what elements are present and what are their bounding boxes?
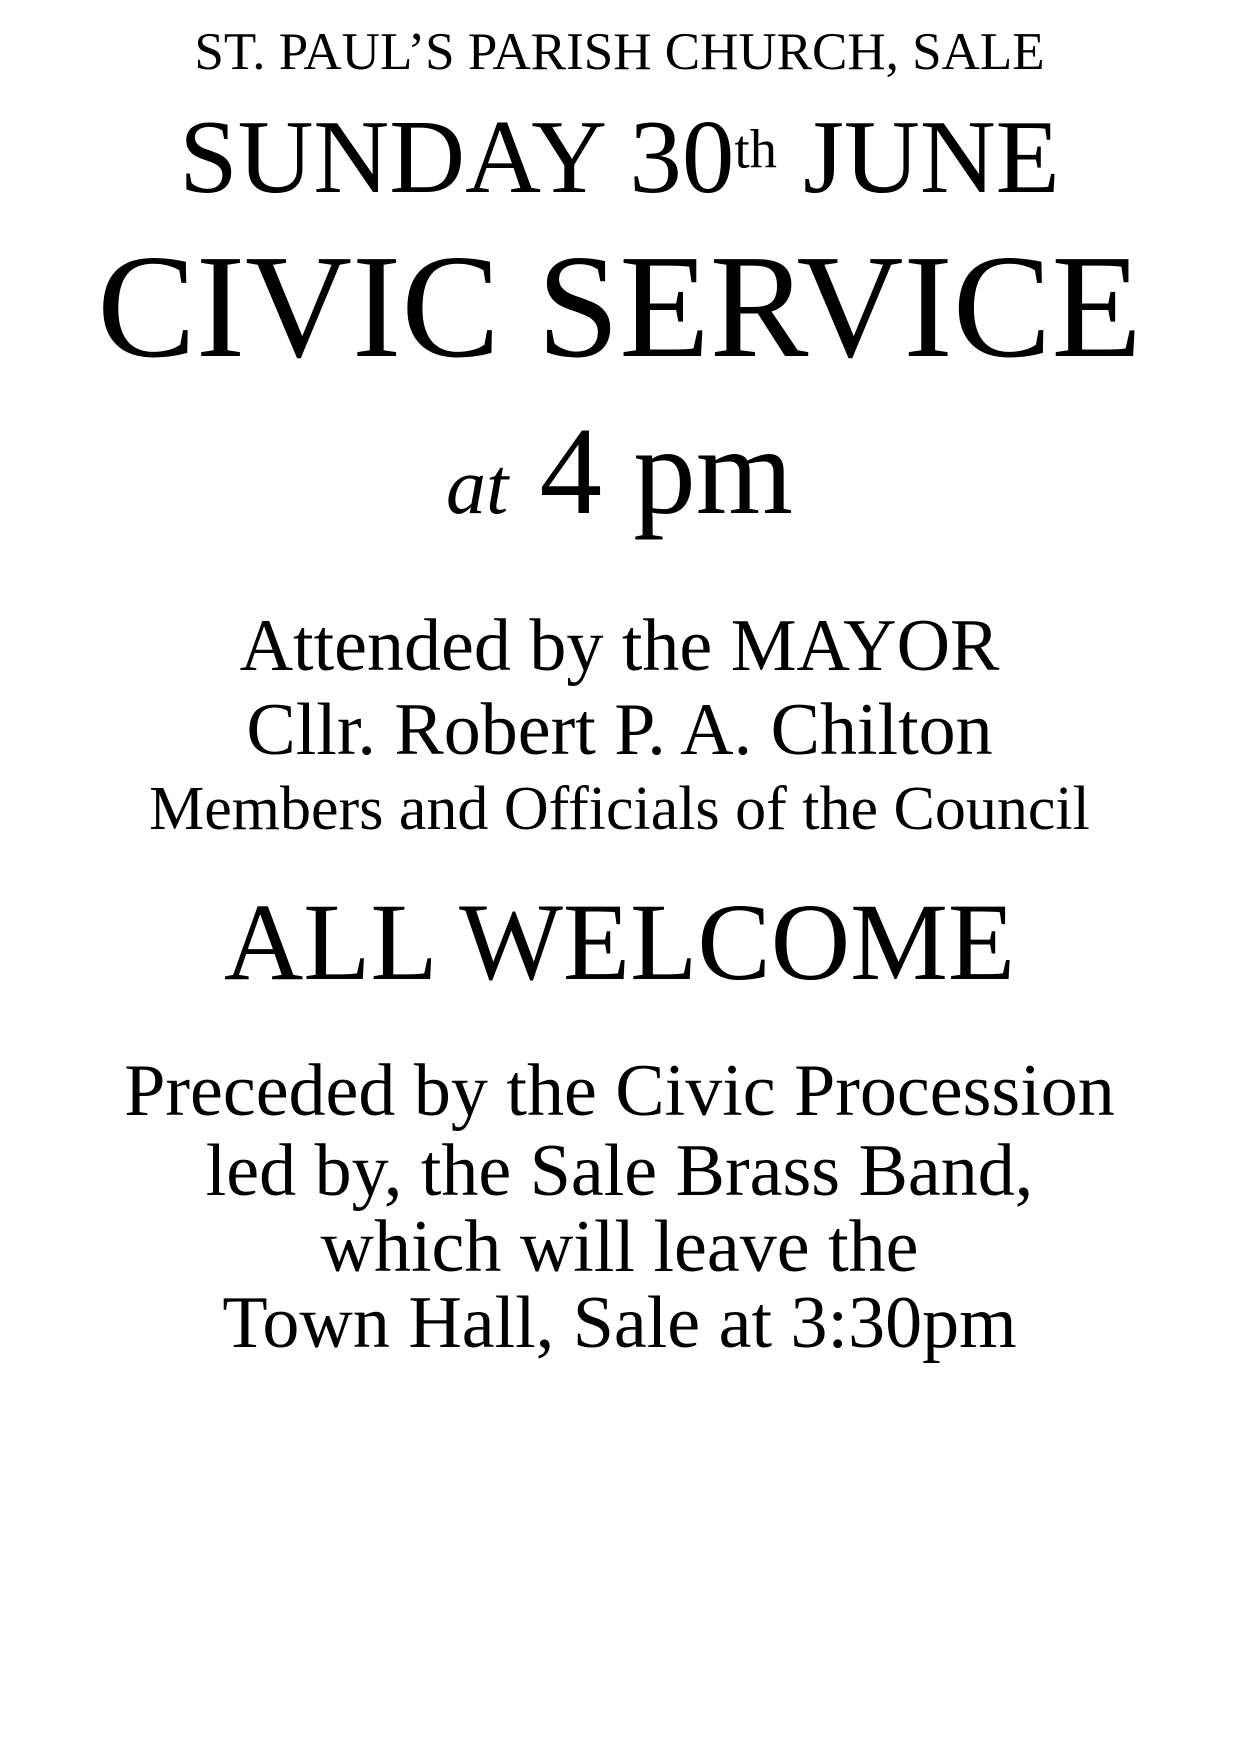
procession-line-3: which will leave the (320, 1206, 919, 1288)
event-time-value: 4 pm (508, 403, 793, 541)
church-name-line: ST. PAUL’S PARISH CHURCH, SALE (194, 23, 1045, 81)
event-date-ordinal: th (734, 118, 777, 180)
procession-line-4: Town Hall, Sale at 3:30pm (222, 1282, 1017, 1364)
all-welcome-heading: ALL WELCOME (223, 881, 1016, 1003)
event-time-line (0, 392, 1239, 567)
event-title: CIVIC SERVICE (97, 225, 1142, 389)
event-time-at-word: at (446, 443, 509, 531)
attendance-councillor-name: Cllr. Robert P. A. Chilton (246, 689, 993, 771)
event-date-month: JUNE (776, 98, 1060, 215)
attendance-members-line: Members and Officials of the Council (149, 775, 1090, 843)
procession-line-2: led by, the Sale Brass Band, (205, 1130, 1034, 1212)
event-date-line (0, 92, 1239, 222)
event-date-day: SUNDAY 30 (179, 98, 735, 215)
procession-line-1: Preceded by the Civic Procession (124, 1050, 1115, 1132)
attendance-mayor-line: Attended by the MAYOR (239, 605, 1000, 687)
